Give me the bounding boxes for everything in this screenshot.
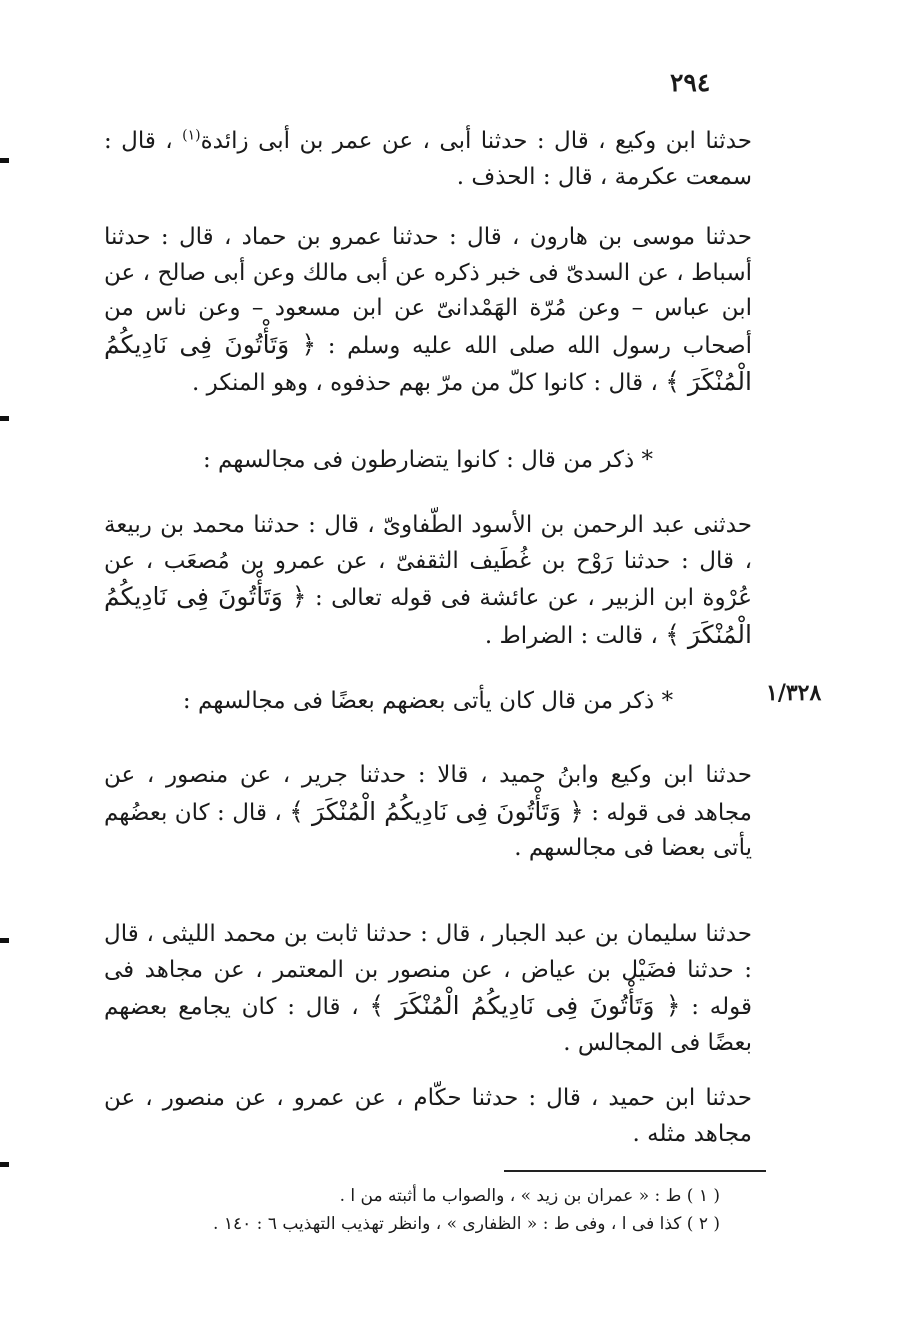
paragraph-3-lead: حدثنى عبد الرحمن بن الأسود الطّفاوىّ ، قال : حدثنا محمد بن ربيعة ، قال : حدثنا رَوْح بن غُطَيف الثقفىّ ، عن عمرو بن مُصعَب ، عن عُرْوة ابن الزبير ، عن عائشة فى قوله تعالى : (104, 512, 752, 611)
page-edge-mark (0, 416, 9, 421)
page-number: ٢٩٤ (670, 68, 711, 97)
page-edge-mark (0, 1162, 9, 1167)
quran-quote: ﴿ وَتَأْتُونَ فِى نَادِيكُمُ الْمُنْكَرَ ﴾ (369, 991, 681, 1020)
paragraph-4 (104, 758, 752, 867)
page-edge-mark (0, 158, 9, 163)
quran-quote: ﴿ وَتَأْتُونَ فِى نَادِيكُمُ الْمُنْكَرَ ﴾ (104, 329, 752, 396)
paragraph-2-text: ، قال : كانوا كلّ من مرّ بهم حذفوه ، وهو المنكر . (192, 370, 658, 396)
quran-quote: ﴿ وَتَأْتُونَ فِى نَادِيكُمُ الْمُنْكَرَ ﴾ (289, 796, 584, 826)
paragraph-6 (104, 1081, 752, 1152)
paragraph-5 (104, 917, 752, 1061)
footnote-2: ( ٢ ) كذا فى ا ، وفى ط : « الظفارى » ، وانظر تهذيب التهذيب ٦ : ١٤٠ . (213, 1214, 720, 1234)
margin-reference: ١/٣٢٨ (766, 680, 822, 706)
paragraph-2-lead: حدثنا موسى بن هارون ، قال : حدثنا عمرو بن حماد ، قال : حدثنا أسباط ، عن السدىّ فى خبر ذكره عن أبى مالك وعن أبى صالح ، عن ابن عباس – وعن مُرّة الهَمْدانىّ عن ابن مسعود – وعن ناس من أصحاب رسول الله صلى الله عليه وسلم : (104, 224, 753, 359)
paragraph-4-lead: حدثنا ابن وكيع وابنُ حميد ، قالا : حدثنا جرير ، عن منصور ، عن مجاهد فى قوله : (104, 762, 752, 826)
paragraph-1 (104, 124, 752, 195)
paragraph-1-text: ، قال : سمعت عكرمة ، قال : الحذف . (104, 128, 752, 190)
quran-quote: ﴿ وَتَأْتُونَ فِى نَادِيكُمُ الْمُنْكَرَ ﴾ (104, 582, 752, 649)
paragraph-5-lead: حدثنا سليمان بن عبد الجبار ، قال : حدثنا ثابت بن محمد الليثى ، قال : حدثنا فضَيْل بن عياض ، عن منصور بن المعتمر ، عن مجاهد فى قوله : (104, 921, 752, 1020)
paragraph-5-text: ، قال : كان يجامع بعضهم بعضًا فى المجالس . (104, 994, 752, 1056)
footnote-1: ( ١ ) ط : « عمران بن زيد » ، والصواب ما أثبته من ا . (339, 1186, 720, 1206)
page-edge-mark (0, 938, 9, 943)
paragraph-6-lead: حدثنا ابن حميد ، قال : حدثنا حكّام ، عن عمرو ، عن منصور ، عن مجاهد مثله . (104, 1085, 752, 1147)
paragraph-3 (104, 508, 752, 654)
footnote-ref-1: (١) (182, 127, 201, 144)
section-heading-2: * ذكر من قال كان يأتى بعضهم بعضًا فى مجالسهم : (182, 688, 674, 714)
section-heading-1: * ذكر من قال : كانوا يتضارطون فى مجالسهم : (202, 447, 654, 473)
paragraph-2 (104, 220, 752, 402)
paragraph-3-text: ، قالت : الضراط . (484, 622, 658, 649)
paragraph-1-lead: حدثنا ابن وكيع ، قال : حدثنا أبى ، عن عمر بن أبى زائدة (200, 128, 753, 154)
paragraph-4-text: ، قال : كان بعضُهم يأتى بعضا فى مجالسهم . (104, 799, 752, 861)
footnote-divider (504, 1170, 766, 1172)
